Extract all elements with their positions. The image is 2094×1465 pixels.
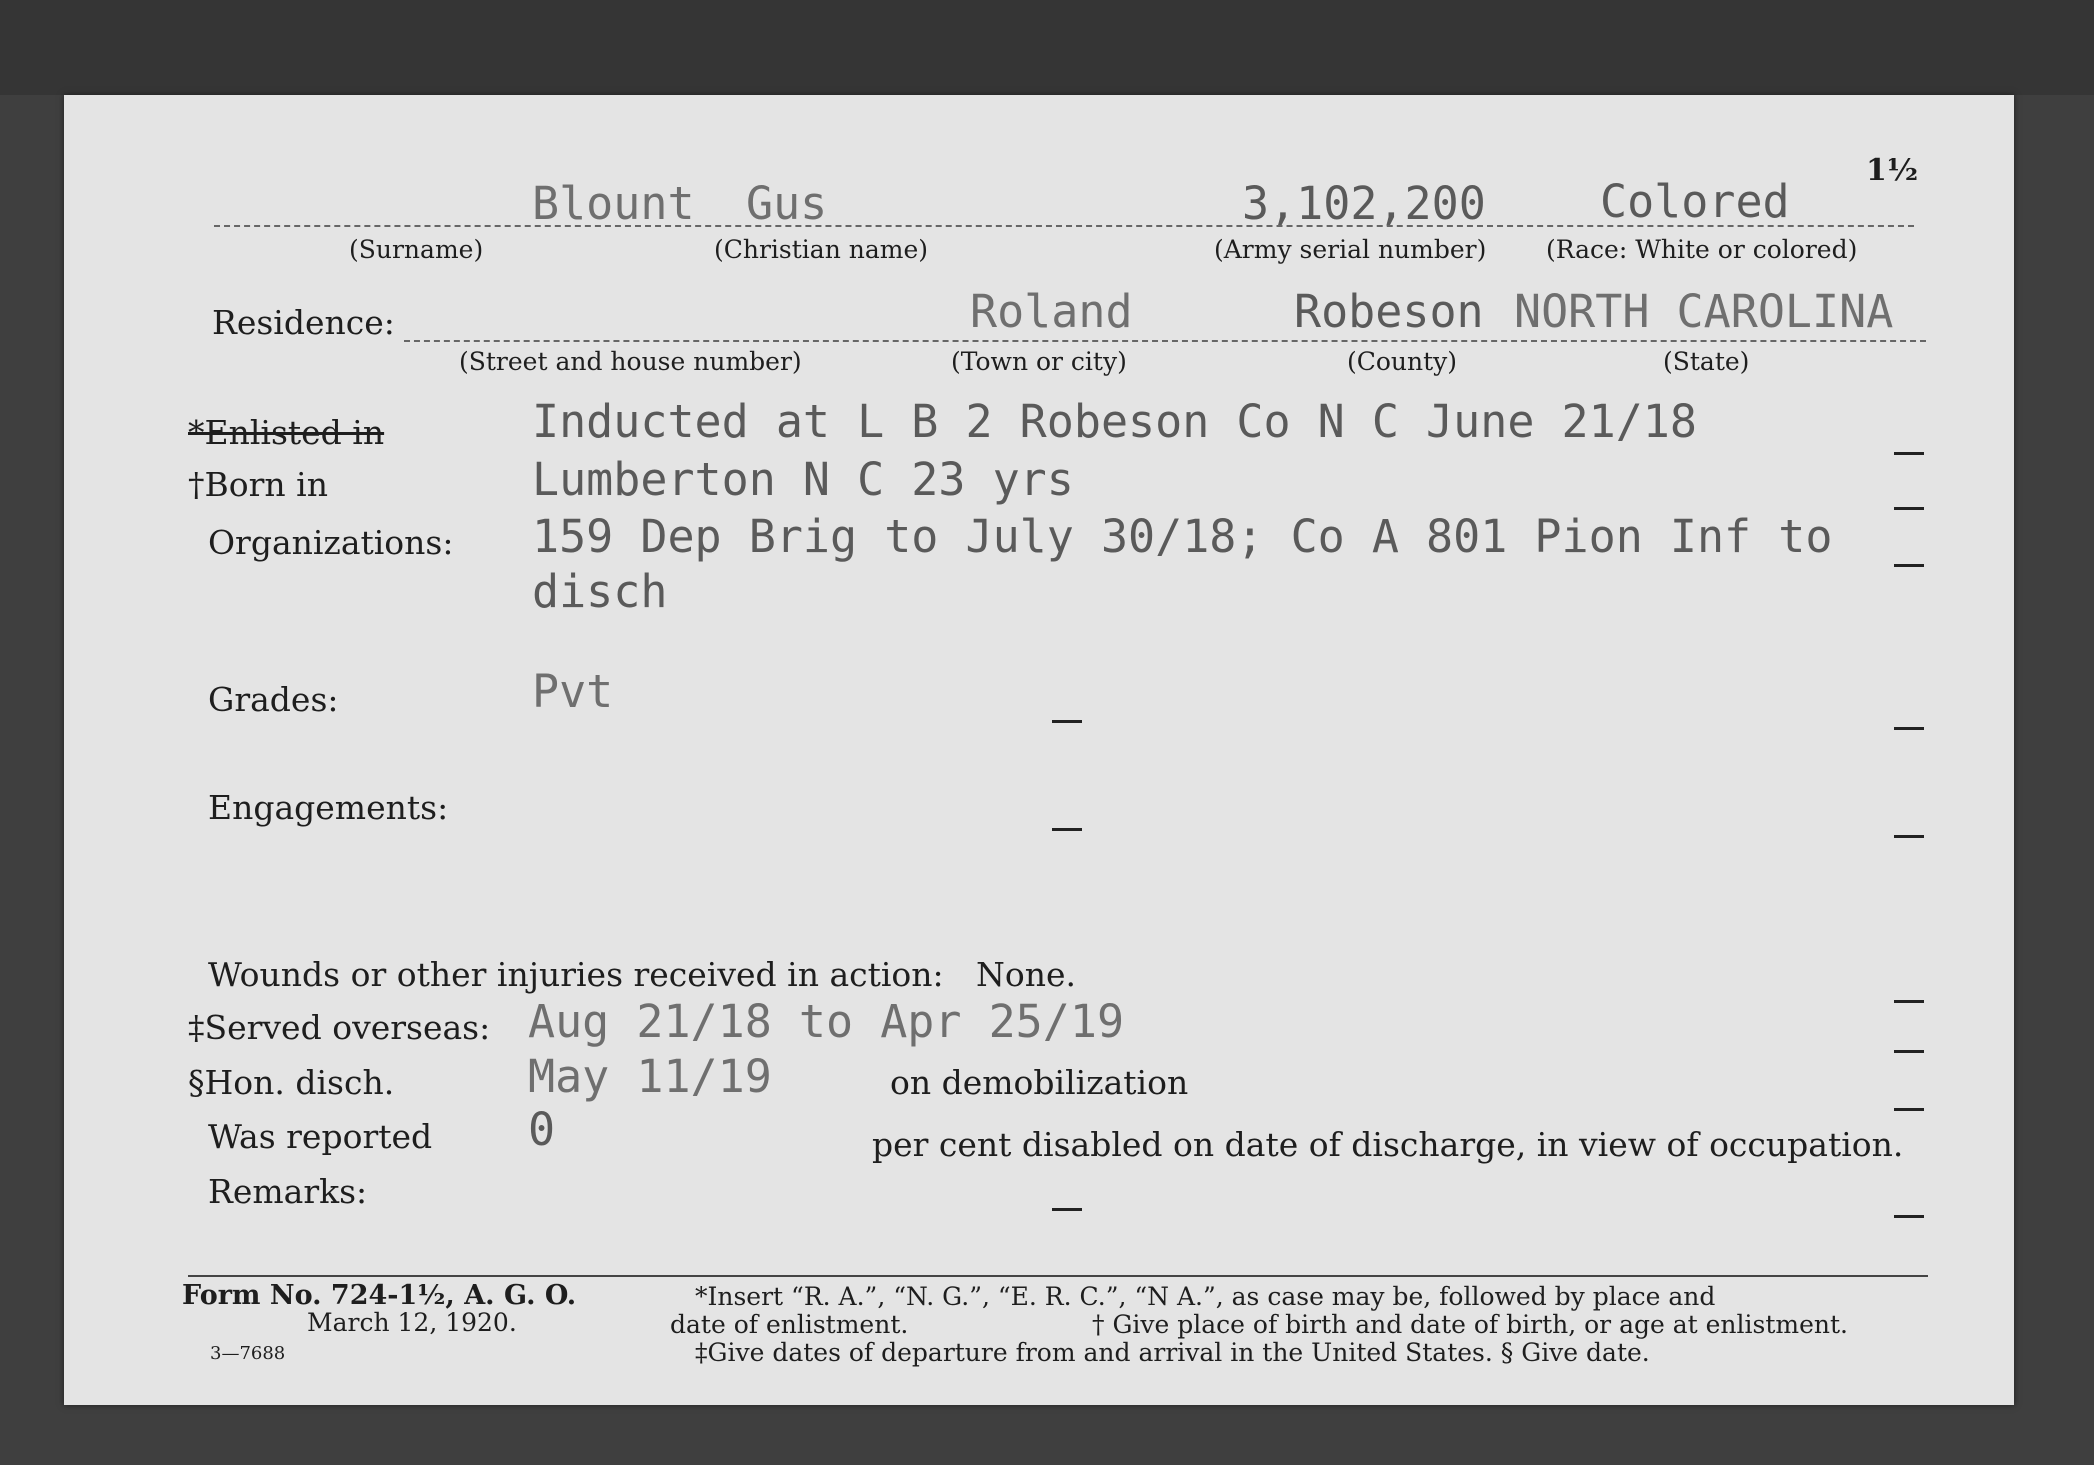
form-code: 3—7688: [210, 1343, 286, 1364]
served-overseas-label: ‡Served overseas:: [188, 1008, 491, 1047]
enlisted-label: *Enlisted in: [188, 413, 385, 452]
name-line: [214, 225, 1914, 227]
form-number: Form No. 724-1½, A. G. O.: [182, 1280, 577, 1311]
enlisted-value: Inducted at L B 2 Robeson Co N C June 21/18: [532, 395, 1697, 448]
town-label: (Town or city): [951, 347, 1127, 376]
tick-mark: [1894, 564, 1924, 567]
tick-mark: [1052, 1208, 1082, 1211]
tick-mark: [1052, 720, 1082, 723]
born-value: Lumberton N C 23 yrs: [532, 453, 1074, 506]
grades-value: Pvt: [532, 665, 614, 718]
wounds-value: None.: [976, 955, 1077, 994]
christian-name-value: Gus: [746, 177, 828, 230]
disabled-text: per cent disabled on date of discharge, in view of occupation.: [872, 1125, 1904, 1164]
grades-label: Grades:: [208, 680, 339, 719]
surname-value: Blount: [532, 177, 695, 230]
percent-disabled-value: 0: [528, 1103, 556, 1156]
serial-number-value: 3,102,200: [1242, 177, 1486, 230]
service-record-card: [64, 95, 2014, 1405]
tick-mark: [1894, 1000, 1924, 1003]
wounds-label: Wounds or other injuries received in action:: [208, 955, 944, 994]
served-overseas-value: Aug 21/18 to Apr 25/19: [528, 995, 1125, 1048]
hon-disch-value: May 11/19: [528, 1050, 772, 1103]
race-label: (Race: White or colored): [1546, 235, 1858, 264]
engagements-label: Engagements:: [208, 788, 449, 827]
organizations-label: Organizations:: [208, 523, 454, 562]
tick-mark: [1894, 452, 1924, 455]
footer-rule: [188, 1275, 1928, 1277]
tick-mark: [1894, 1215, 1924, 1218]
was-reported-label: Was reported: [208, 1117, 433, 1156]
county-value: Robeson: [1294, 285, 1484, 338]
form-date: March 12, 1920.: [307, 1308, 517, 1337]
card-number: 1½: [1866, 153, 1919, 188]
tick-mark: [1894, 507, 1924, 510]
born-label: †Born in: [188, 465, 328, 504]
hon-disch-reason: on demobilization: [890, 1063, 1189, 1102]
tick-mark: [1894, 727, 1924, 730]
tick-mark: [1894, 1108, 1924, 1111]
tick-mark: [1894, 835, 1924, 838]
state-label: (State): [1663, 347, 1750, 376]
serial-number-label: (Army serial number): [1214, 235, 1487, 264]
surname-label: (Surname): [349, 235, 484, 264]
race-value: Colored: [1600, 175, 1790, 228]
footnote-overseas: ‡Give dates of departure from and arrival in the United States. § Give date.: [695, 1338, 1650, 1367]
christian-name-label: (Christian name): [714, 235, 929, 264]
organizations-value-line1: 159 Dep Brig to July 30/18; Co A 801 Pion Inf to: [532, 510, 1833, 563]
organizations-value-line2: disch: [532, 565, 668, 618]
county-label: (County): [1347, 347, 1458, 376]
state-value: NORTH CAROLINA: [1514, 285, 1894, 338]
hon-disch-label: §Hon. disch.: [188, 1063, 395, 1102]
footnote-birth: † Give place of birth and date of birth, or age at enlistment.: [1092, 1310, 1848, 1339]
footnote-insert: *Insert “R. A.”, “N. G.”, “E. R. C.”, “N A.”, as case may be, followed by place and: [695, 1282, 1716, 1311]
scanner-background: [0, 0, 2094, 95]
tick-mark: [1052, 828, 1082, 831]
footnote-date-of-enlistment: date of enlistment.: [670, 1310, 909, 1339]
remarks-label: Remarks:: [208, 1172, 368, 1211]
town-value: Roland: [970, 285, 1133, 338]
residence-line: [404, 340, 1926, 342]
residence-label: Residence:: [212, 303, 395, 342]
tick-mark: [1894, 1050, 1924, 1053]
street-label: (Street and house number): [459, 347, 802, 376]
